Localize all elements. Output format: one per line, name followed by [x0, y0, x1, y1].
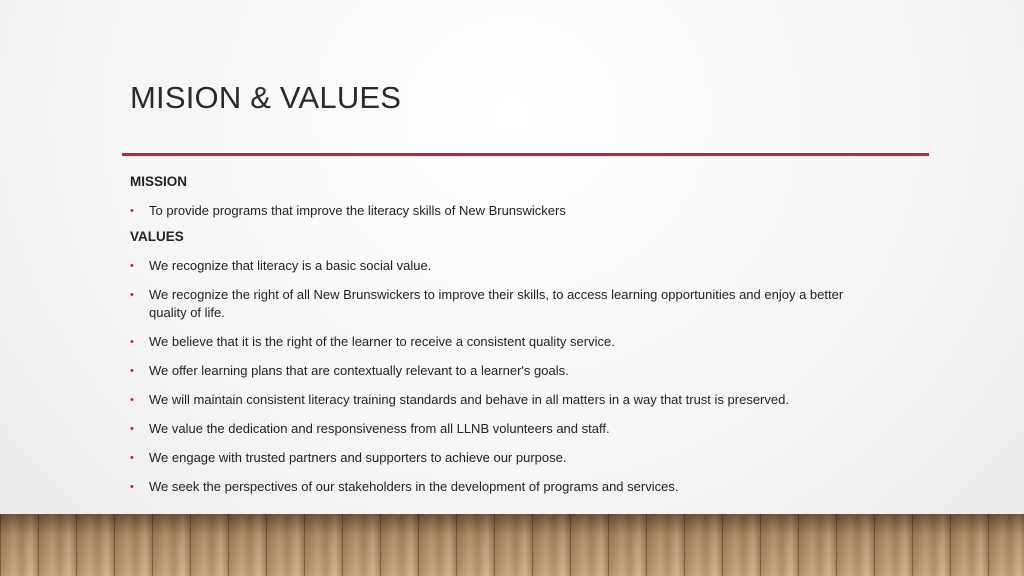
list-item	[130, 333, 860, 351]
list-item-text: We will maintain consistent literacy training standards and behave in all matters in a way that trust is preserved.	[149, 392, 789, 407]
list-item-text: We believe that it is the right of the learner to receive a consistent quality service.	[149, 334, 615, 349]
bullet-icon: •	[130, 423, 134, 435]
list-item	[130, 449, 860, 467]
list-item	[130, 257, 860, 275]
list-item	[130, 202, 860, 220]
mission-list	[130, 202, 860, 220]
values-list	[130, 257, 860, 496]
list-item-text: We offer learning plans that are contextually relevant to a learner's goals.	[149, 363, 569, 378]
mission-heading: MISSION	[130, 174, 188, 189]
bullet-icon: •	[130, 289, 134, 301]
list-item-text: We recognize the right of all New Brunswickers to improve their skills, to access learning opportunities and enjoy a better quality of life.	[149, 287, 844, 320]
slide-content	[130, 173, 860, 496]
list-item	[130, 286, 860, 322]
list-item	[130, 478, 860, 496]
bullet-icon: •	[130, 452, 134, 464]
slide-title: MISION & VALUES	[130, 80, 402, 115]
list-item	[130, 391, 860, 409]
bullet-icon: •	[130, 481, 134, 493]
list-item-text: We value the dedication and responsiveness from all LLNB volunteers and staff.	[149, 421, 610, 436]
list-item	[130, 362, 860, 380]
bullet-icon: •	[130, 336, 134, 348]
list-item	[130, 420, 860, 438]
bullet-icon: •	[130, 365, 134, 377]
list-item-text: We engage with trusted partners and supporters to achieve our purpose.	[149, 450, 567, 465]
values-heading: VALUES	[130, 229, 184, 244]
bullet-icon: •	[130, 260, 134, 272]
title-divider	[122, 153, 929, 156]
list-item-text: To provide programs that improve the literacy skills of New Brunswickers	[149, 203, 566, 218]
bullet-icon: •	[130, 394, 134, 406]
list-item-text: We recognize that literacy is a basic social value.	[149, 258, 432, 273]
floor-shadow	[0, 514, 1024, 576]
list-item-text: We seek the perspectives of our stakeholders in the development of programs and services.	[149, 479, 679, 494]
bullet-icon: •	[130, 205, 134, 217]
